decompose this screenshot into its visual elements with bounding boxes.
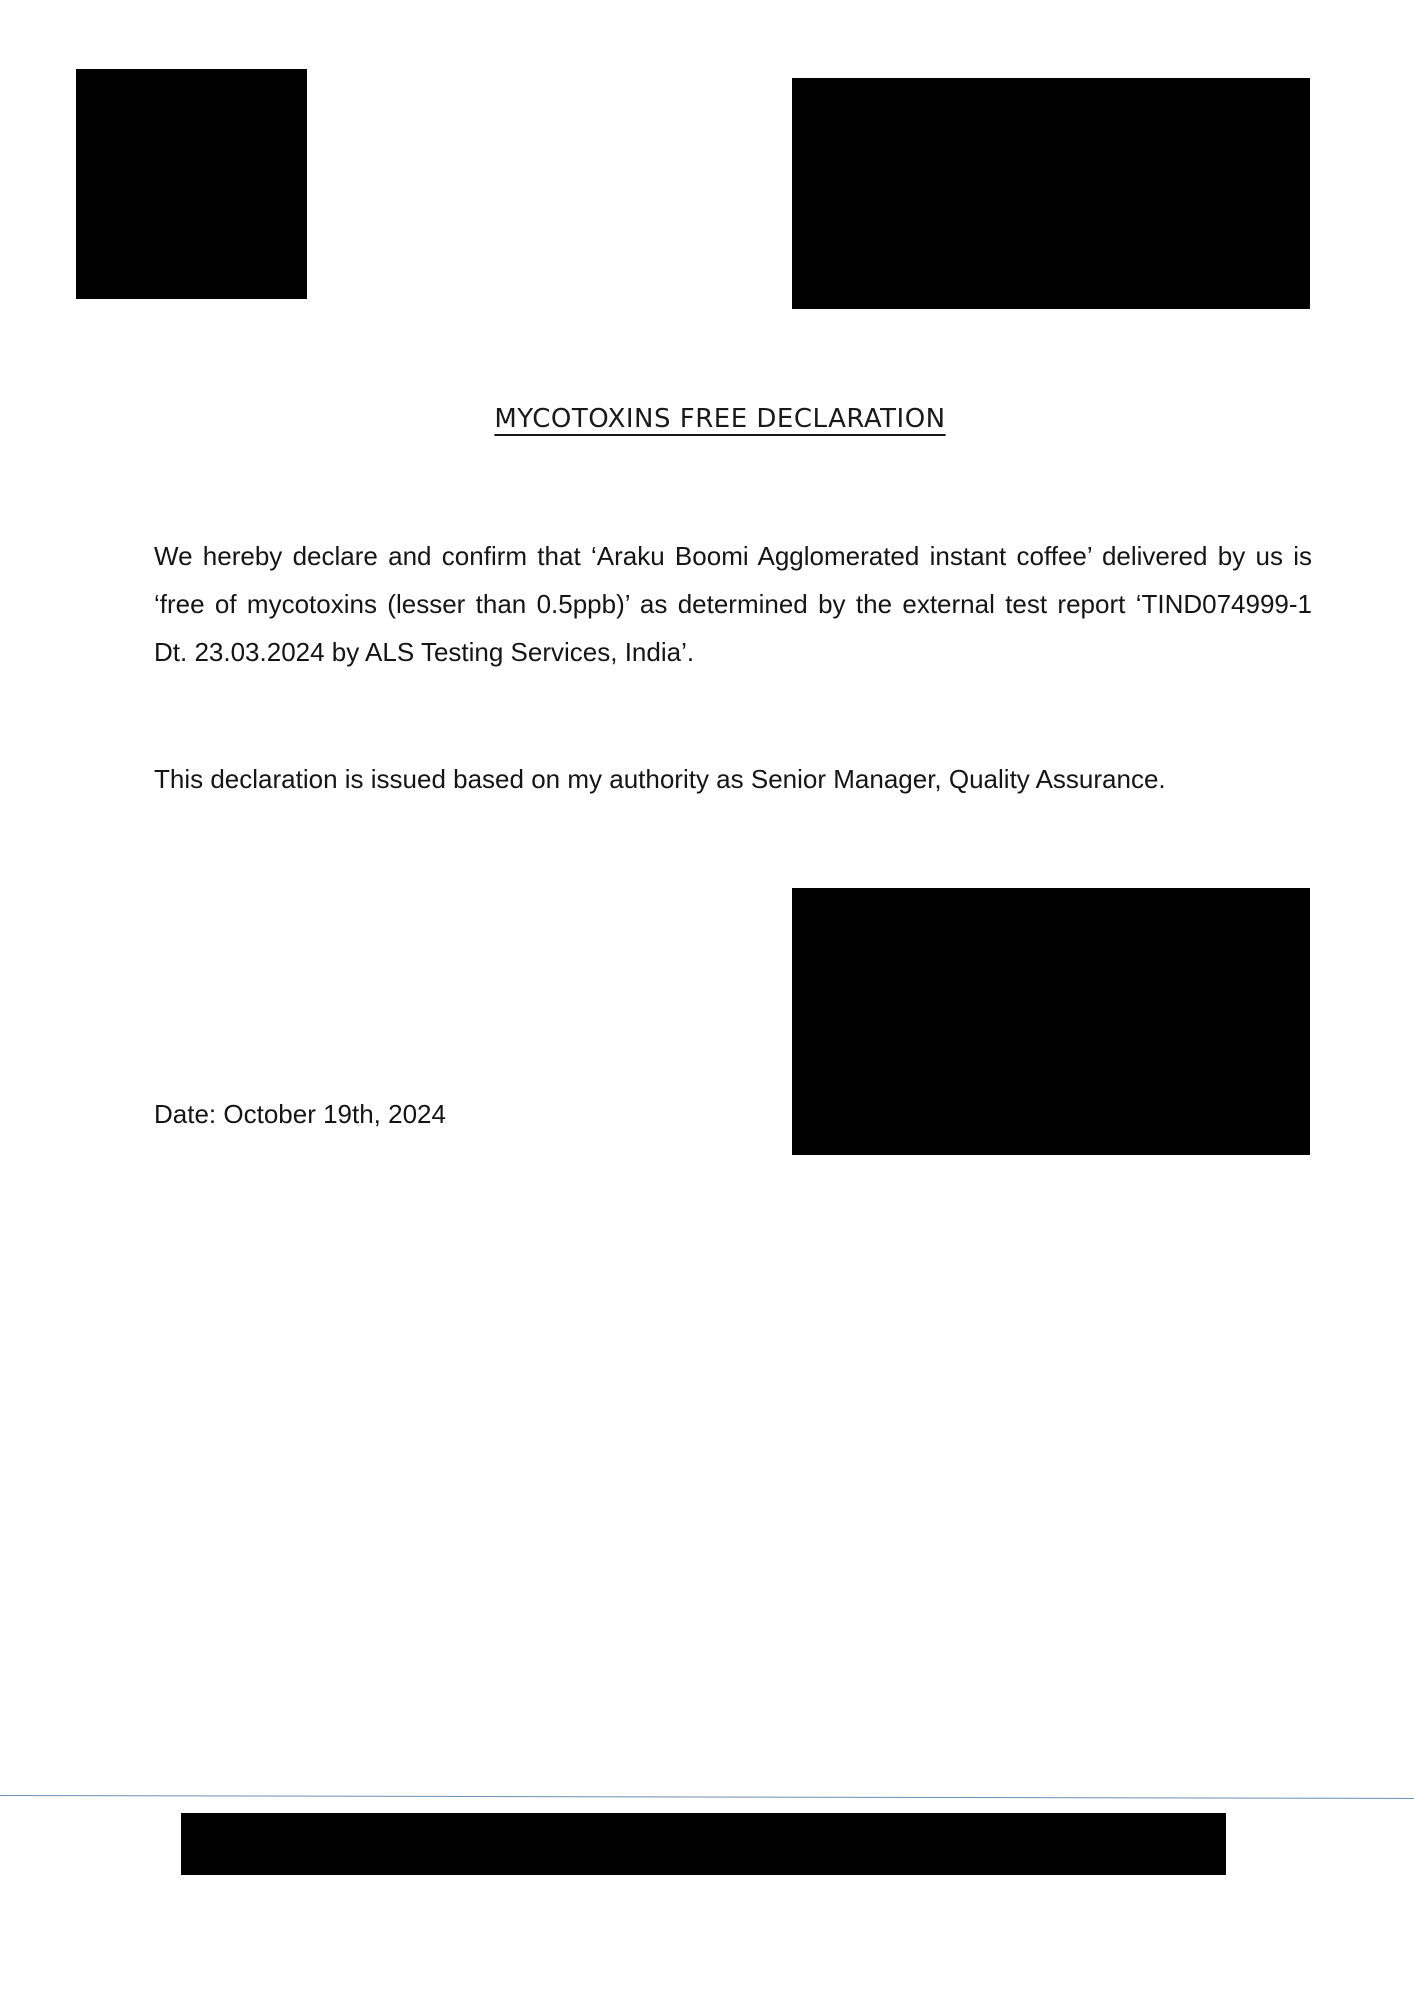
redacted-letterhead <box>792 78 1310 309</box>
authority-paragraph: This declaration is issued based on my authority as Senior Manager, Quality Assurance. <box>154 764 1166 794</box>
redacted-footer <box>181 1813 1226 1875</box>
redacted-signature <box>792 888 1310 1155</box>
redacted-logo <box>76 69 307 299</box>
date-line: Date: October 19th, 2024 <box>154 1099 446 1129</box>
declaration-paragraph: We hereby declare and confirm that ‘Araku Boomi Agglomerated instant coffee’ delivered by us is ‘free of mycotoxins (lesser than 0.5ppb)’ as determined by the external test report ‘TIND074999-1 Dt. 23.03.2024 by ALS Testing Services, India’. <box>154 541 1312 667</box>
title-container <box>0 404 1414 434</box>
page-title: MYCOTOXINS FREE DECLARATION <box>494 404 946 434</box>
footer-divider <box>0 1795 1414 1799</box>
